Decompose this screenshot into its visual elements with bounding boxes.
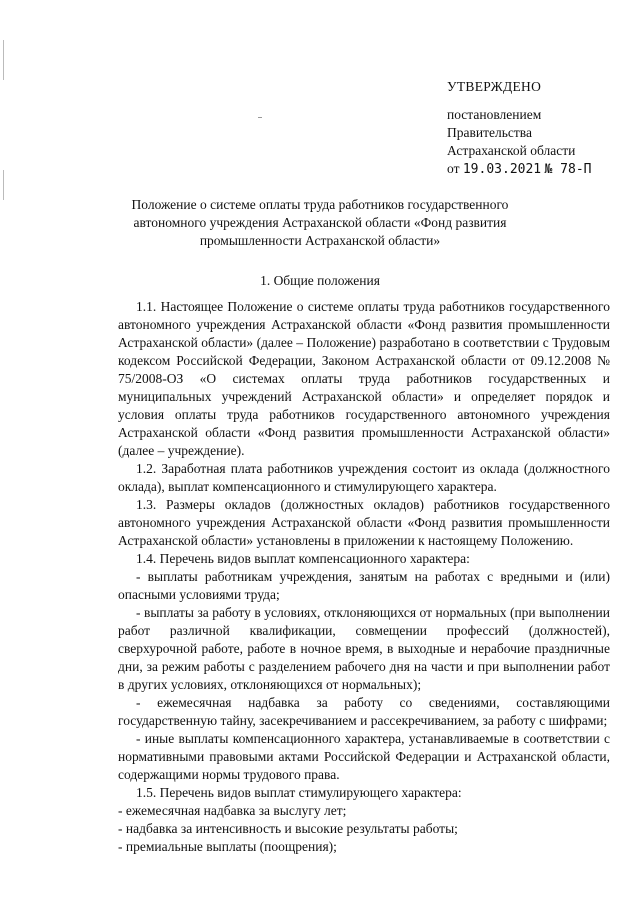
document-title: [100, 196, 540, 250]
paragraph: 1.2. Заработная плата работников учреждения состоит из оклада (должностного оклада), выплат компенсационного и стимулирующего характера.: [118, 461, 610, 494]
list-item: - выплаты работникам учреждения, занятым на работах с вредными и (или) опасными условиями труда;: [118, 569, 610, 602]
approval-line: Правительства: [447, 125, 532, 140]
paragraph: 1.1. Настоящее Положение о системе оплаты труда работников государственного автономного учреждения Астраханской области «Фонд развития промышленности Астраханской области» (далее – Положение) разработано в соответствии с Трудовым кодексом Российской Федерации, Законом Астраханской области от 09.12.2008 № 75/2008-ОЗ «О системах оплаты труда работников государственных и муниципальных учреждений Астраханской области» и определяет порядок и условия оплаты труда работников государственного автономного учреждения Астраханской области «Фонд развития промышленности Астраханской области» (далее – учреждение).: [118, 299, 610, 458]
list-item: - ежемесячная надбавка за выслугу лет;: [118, 803, 347, 818]
section-heading: 1. Общие положения: [260, 273, 380, 288]
paragraph: 1.4. Перечень видов выплат компенсационного характера:: [136, 551, 470, 566]
list-item: - надбавка за интенсивность и высокие результаты работы;: [118, 821, 458, 836]
date-prefix: от: [447, 161, 460, 176]
approval-line: постановлением: [447, 107, 542, 122]
approval-number: № 78-П: [544, 162, 592, 177]
approval-heading: УТВЕРЖДЕНО: [447, 79, 542, 94]
list-item: - иные выплаты компенсационного характера, устанавливаемые в соответствии с нормативными правовыми актами Российской Федерации и Астраханской области, содержащими нормы трудового права.: [118, 731, 610, 782]
scan-dash: [258, 117, 262, 118]
list-item: - выплаты за работу в условиях, отклоняющихся от нормальных (при выполнении работ различной квалификации, совмещении профессий (должностей), сверхурочной работе, работе в ночное время, в выходные и нерабочие праздничные дни, за режим работы с разделением рабочего дня на части и при выполнении работ в других условиях, отклоняющихся от нормальных);: [118, 605, 610, 692]
paragraph: 1.5. Перечень видов выплат стимулирующего характера:: [136, 785, 462, 800]
approval-line: Астраханской области: [447, 143, 576, 158]
approval-date-line: [447, 160, 637, 179]
scan-edge-mark: [3, 170, 4, 200]
title-line: автономного учреждения Астраханской области «Фонд развития: [133, 215, 507, 230]
list-item: - премиальные выплаты (поощрения);: [118, 839, 337, 854]
document-body: [118, 298, 610, 856]
title-line: Положение о системе оплаты труда работников государственного: [131, 197, 509, 212]
title-line: промышленности Астраханской области»: [199, 233, 441, 248]
list-item: - ежемесячная надбавка за работу со сведениями, составляющими государственную тайну, засекречиванием и рассекречиванием, за работу с шифрами;: [118, 695, 610, 728]
approval-stamp: [447, 78, 637, 179]
paragraph: 1.3. Размеры окладов (должностных окладов) работников государственного автономного учреждения Астраханской области «Фонд развития промышленности Астраханской области» установлены в приложении к настоящему Положению.: [118, 497, 610, 548]
approval-date: 19.03.2021: [462, 162, 542, 177]
scan-edge-mark: [3, 40, 4, 80]
